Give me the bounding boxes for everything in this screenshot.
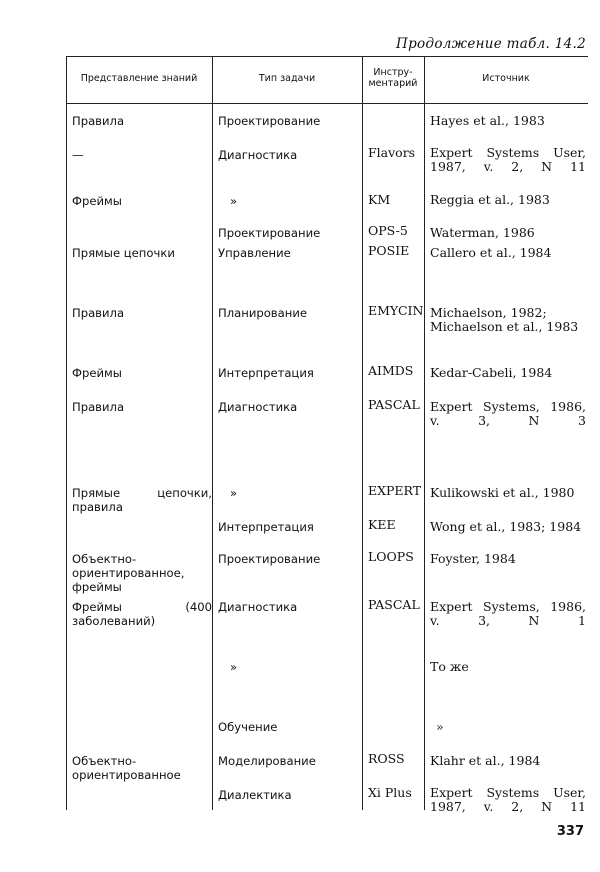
cell-tool: Flavors (368, 145, 416, 160)
cell-representation: Прямые цепочки, правила (72, 486, 212, 514)
cell-tool: LOOPS (368, 549, 414, 564)
column-divider-3 (424, 56, 425, 810)
cell-task: Диагностика (218, 400, 298, 414)
cell-task: Интерпретация (218, 366, 314, 380)
column-divider-1 (212, 56, 213, 810)
cell-task: Моделирование (218, 754, 316, 768)
cell-task: Проектирование (218, 114, 321, 128)
cell-source: Kedar-Cabeli, 1984 (430, 365, 553, 380)
cell-task: Интерпретация (218, 520, 314, 534)
cell-source: » (436, 719, 444, 734)
cell-task: » (230, 486, 238, 500)
cell-source: Expert Systems User, 1987, v. 2, N 11 (430, 145, 586, 174)
cell-source: Michaelson, 1982; Michaelson et al., 1983 (430, 305, 579, 334)
cell-representation: — (72, 148, 84, 162)
header-source: Источник (482, 72, 530, 84)
cell-task: Проектирование (218, 226, 321, 240)
cell-tool: AIMDS (368, 363, 414, 378)
header-tools: Инстру- ментарий (368, 67, 418, 89)
cell-source: Kulikowski et al., 1980 (430, 485, 575, 500)
table-left-border (66, 56, 67, 810)
cell-tool: PASCAL (368, 397, 420, 412)
cell-tool: Xi Plus (368, 785, 412, 800)
cell-task: Проектирование (218, 552, 321, 566)
cell-tool: PASCAL (368, 597, 420, 612)
header-bottom-rule (66, 103, 588, 104)
header-task-type: Тип задачи (258, 72, 316, 84)
cell-task: Планирование (218, 306, 307, 320)
cell-source: Hayes et al., 1983 (430, 113, 545, 128)
cell-representation: Правила (72, 114, 125, 128)
cell-source: Wong et al., 1983; 1984 (430, 519, 582, 534)
cell-task: Управление (218, 246, 291, 260)
cell-task: Диагностика (218, 148, 298, 162)
cell-tool: EMYCIN (368, 303, 424, 318)
cell-representation: Правила (72, 400, 125, 414)
cell-source: Expert Systems, 1986, v. 3, N 3 (430, 399, 586, 428)
cell-representation: Фреймы (400 заболеваний) (72, 600, 212, 628)
table-caption: Продолжение табл. 14.2 (396, 36, 586, 52)
cell-task: Диагностика (218, 600, 298, 614)
cell-representation: Фреймы (72, 194, 122, 208)
cell-representation: Правила (72, 306, 125, 320)
cell-tool: OPS-5 (368, 223, 408, 238)
cell-source: Waterman, 1986 (430, 225, 535, 240)
cell-task: Диалектика (218, 788, 292, 802)
cell-representation: Прямые цепочки (72, 246, 175, 260)
cell-representation: Объектно-ориентированное (72, 754, 181, 782)
cell-tool: KM (368, 192, 391, 207)
cell-source: Expert Systems, 1986, v. 3, N 1 (430, 599, 586, 628)
cell-representation: Фреймы (72, 366, 122, 380)
cell-representation: Объектно-ориентированное, фреймы (72, 552, 185, 594)
cell-source: Klahr et al., 1984 (430, 753, 541, 768)
cell-source: То же (430, 659, 469, 674)
cell-tool: ROSS (368, 751, 405, 766)
cell-source: Foyster, 1984 (430, 551, 516, 566)
cell-task: » (230, 660, 238, 674)
cell-source: Callero et al., 1984 (430, 245, 552, 260)
cell-tool: EXPERT (368, 483, 422, 498)
column-divider-2 (362, 56, 363, 810)
cell-task: Обучение (218, 720, 278, 734)
page-number: 337 (556, 824, 584, 839)
sources-table (66, 56, 588, 814)
header-knowledge-representation: Представление знаний (80, 72, 198, 84)
cell-source: Expert Systems User, 1987, v. 2, N 11 (430, 785, 586, 814)
cell-task: » (230, 194, 238, 208)
cell-source: Reggia et al., 1983 (430, 192, 550, 207)
cell-tool: KEE (368, 517, 396, 532)
cell-tool: POSIE (368, 243, 410, 258)
